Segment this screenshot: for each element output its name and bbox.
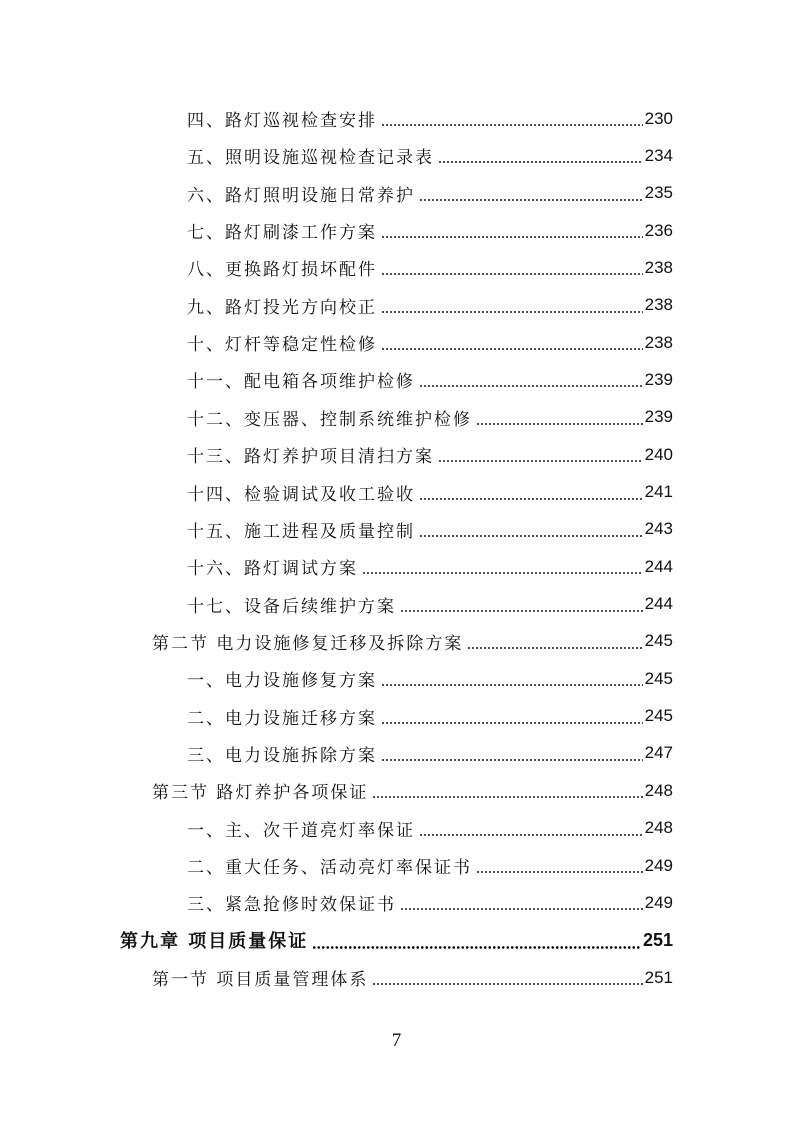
toc-entry-title: 八、更换路灯损坏配件 bbox=[187, 260, 377, 281]
toc-entry-item[interactable] bbox=[187, 137, 673, 174]
toc-entry-item[interactable] bbox=[187, 175, 673, 212]
toc-entry-page-number: 240 bbox=[644, 444, 673, 464]
toc-entry-item[interactable] bbox=[187, 361, 673, 398]
toc-entry-title: 十七、设备后续维护方案 bbox=[187, 596, 396, 617]
dot-leader bbox=[476, 423, 643, 425]
toc-entry-title: 三、紧急抢修时效保证书 bbox=[187, 895, 396, 916]
page-number: 7 bbox=[391, 1030, 402, 1051]
toc-entry-page-number: 236 bbox=[644, 220, 673, 240]
dot-leader bbox=[362, 572, 643, 574]
dot-leader bbox=[419, 834, 643, 836]
toc-entry-chapter[interactable] bbox=[120, 922, 673, 959]
toc-entry-title: 二、电力设施迁移方案 bbox=[187, 708, 377, 729]
toc-entry-item[interactable] bbox=[187, 436, 673, 473]
toc-entry-item[interactable] bbox=[187, 287, 673, 324]
toc-entry-section[interactable] bbox=[152, 623, 673, 660]
toc-entry-title: 一、主、次干道亮灯率保证 bbox=[187, 820, 415, 841]
toc-entry-page-number: 239 bbox=[644, 407, 673, 427]
toc-entry-page-number: 235 bbox=[644, 183, 673, 203]
toc-entry-title: 第三节 路灯养护各项保证 bbox=[152, 783, 369, 804]
toc-entry-item[interactable] bbox=[187, 249, 673, 286]
toc-entry-title: 五、照明设施巡视检查记录表 bbox=[187, 148, 434, 169]
dot-leader bbox=[381, 722, 643, 724]
dot-leader bbox=[372, 983, 642, 985]
toc-entry-section[interactable] bbox=[152, 772, 673, 809]
toc-entry-title: 十二、变压器、控制系统维护检修 bbox=[187, 409, 472, 430]
toc-entry-title: 十三、路灯养护项目清扫方案 bbox=[187, 447, 434, 468]
toc-entry-title: 第九章 项目质量保证 bbox=[120, 931, 309, 953]
toc-entry-page-number: 249 bbox=[644, 892, 673, 912]
toc-entry-item[interactable] bbox=[187, 548, 673, 585]
toc-entry-page-number: 238 bbox=[644, 332, 673, 352]
toc-entry-item[interactable] bbox=[187, 884, 673, 921]
dot-leader bbox=[381, 236, 643, 238]
toc-entry-page-number: 243 bbox=[644, 519, 673, 539]
toc-entry-title: 十一、配电箱各项维护检修 bbox=[187, 372, 415, 393]
toc-entry-title: 十四、检验调试及收工验收 bbox=[187, 484, 415, 505]
toc-entry-title: 二、重大任务、活动亮灯率保证书 bbox=[187, 858, 472, 878]
dot-leader bbox=[381, 124, 643, 126]
toc-entry-title: 十六、路灯调试方案 bbox=[187, 559, 358, 580]
dot-leader bbox=[419, 385, 643, 387]
toc-entry-item[interactable] bbox=[187, 698, 673, 735]
toc-entry-title: 七、路灯刷漆工作方案 bbox=[187, 223, 377, 244]
dot-leader bbox=[381, 759, 643, 761]
toc-entry-page-number: 247 bbox=[644, 743, 673, 763]
toc-entry-title: 四、路灯巡视检查安排 bbox=[187, 111, 377, 131]
toc-entry-page-number: 230 bbox=[644, 108, 673, 128]
toc-entry-item[interactable] bbox=[187, 735, 673, 772]
dot-leader bbox=[438, 460, 643, 462]
toc-entry-page-number: 248 bbox=[644, 818, 673, 838]
toc-entry-title: 第一节 项目质量管理体系 bbox=[152, 970, 369, 991]
dot-leader bbox=[372, 796, 642, 798]
toc-entry-title: 第二节 电力设施修复迁移及拆除方案 bbox=[152, 633, 464, 654]
toc-entry-section[interactable] bbox=[152, 959, 673, 996]
toc-entry-item[interactable] bbox=[187, 212, 673, 249]
toc-entry-page-number: 238 bbox=[644, 295, 673, 315]
dot-leader bbox=[476, 871, 643, 873]
toc-entry-item[interactable] bbox=[187, 100, 673, 137]
toc-entry-page-number: 245 bbox=[644, 706, 673, 726]
dot-leader bbox=[400, 908, 643, 910]
toc-entry-title: 三、电力设施拆除方案 bbox=[187, 745, 377, 766]
toc-entry-item[interactable] bbox=[187, 324, 673, 361]
dot-leader bbox=[381, 273, 643, 275]
toc-entry-title: 十、灯杆等稳定性检修 bbox=[187, 335, 377, 356]
toc-entry-page-number: 234 bbox=[644, 145, 673, 165]
toc-entry-page-number: 251 bbox=[642, 929, 673, 950]
dot-leader bbox=[381, 348, 643, 350]
dot-leader bbox=[419, 498, 643, 500]
toc-entry-page-number: 241 bbox=[644, 482, 673, 501]
toc-entry-page-number: 238 bbox=[644, 257, 673, 277]
dot-leader bbox=[419, 535, 643, 537]
toc-entry-page-number: 245 bbox=[644, 668, 673, 688]
toc-entry-item[interactable] bbox=[187, 810, 673, 847]
toc-entry-title: 六、路灯照明设施日常养护 bbox=[187, 185, 415, 206]
toc-entry-page-number: 244 bbox=[644, 556, 673, 576]
toc-entry-page-number: 245 bbox=[644, 631, 673, 651]
dot-leader bbox=[381, 311, 643, 313]
toc-entry-page-number: 239 bbox=[644, 369, 673, 389]
toc-entry-page-number: 244 bbox=[644, 594, 673, 614]
toc-entry-item[interactable] bbox=[187, 586, 673, 623]
toc-entry-item[interactable] bbox=[187, 660, 673, 697]
toc-entry-page-number: 248 bbox=[644, 780, 673, 800]
toc-entry-page-number: 249 bbox=[644, 855, 673, 875]
toc-entry-page-number: 251 bbox=[644, 967, 673, 987]
toc-entry-title: 一、电力设施修复方案 bbox=[187, 671, 377, 692]
toc-entry-title: 十五、施工进程及质量控制 bbox=[187, 521, 415, 542]
toc-entry-item[interactable] bbox=[187, 474, 673, 511]
dot-leader bbox=[419, 199, 643, 201]
dot-leader bbox=[438, 161, 643, 163]
dot-leader bbox=[400, 610, 643, 612]
toc-entry-title: 九、路灯投光方向校正 bbox=[187, 297, 377, 318]
toc-entry-item[interactable] bbox=[187, 511, 673, 548]
toc-entry-item[interactable] bbox=[187, 399, 673, 436]
dot-leader bbox=[381, 684, 643, 686]
toc-entry-item[interactable] bbox=[187, 847, 673, 884]
dot-leader bbox=[312, 946, 641, 949]
dot-leader bbox=[467, 647, 642, 649]
